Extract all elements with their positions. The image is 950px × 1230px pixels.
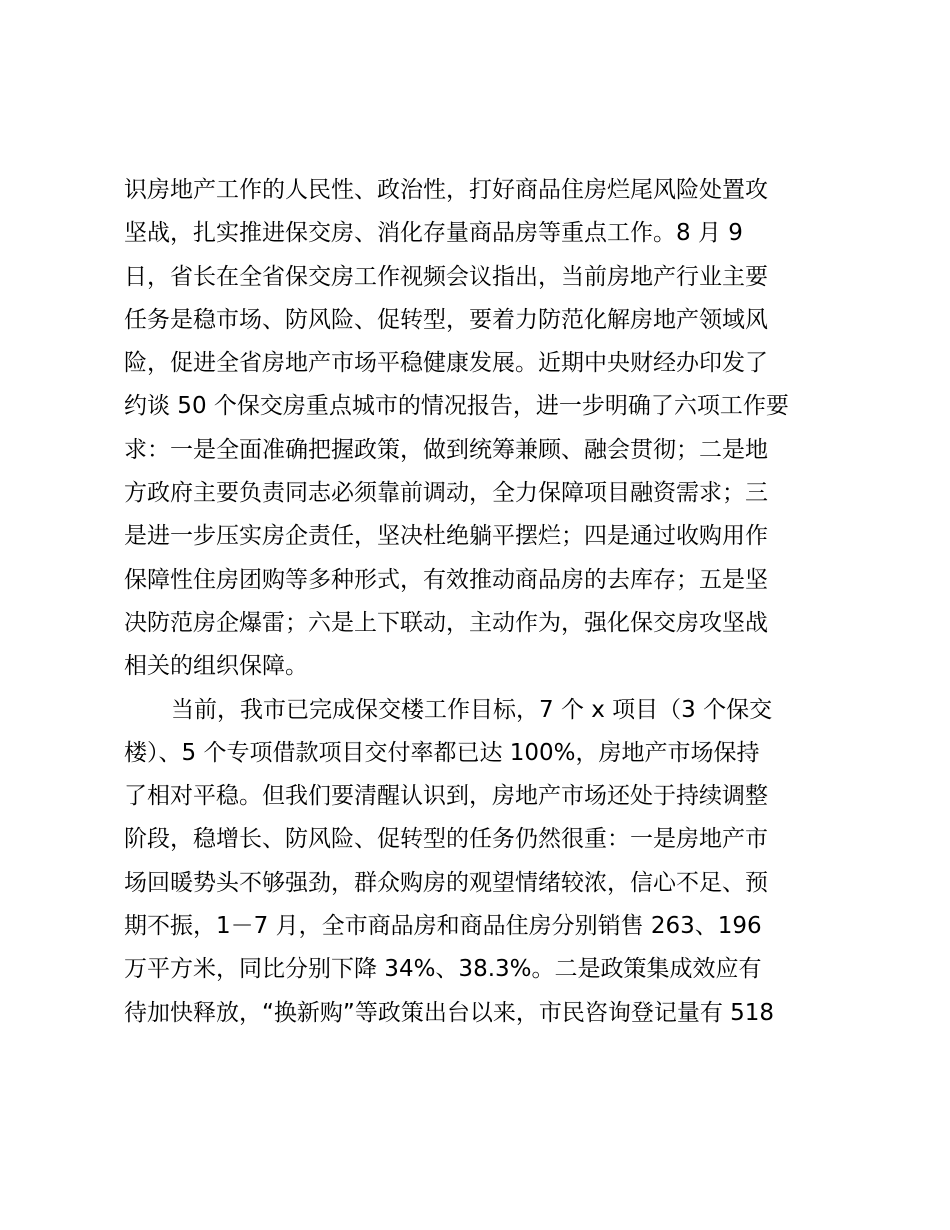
text-line: 保障性住房团购等多种形式，有效推动商品房的去库存；五是坚: [124, 566, 768, 593]
text-line: 万平方米，同比分别下降 34%、38.3%。二是政策集成效应有: [124, 956, 762, 983]
text-line: 求：一是全面准确把握政策，做到统筹兼顾、融会贯彻；二是地: [124, 436, 768, 463]
text-line: 方政府主要负责同志必须靠前调动，全力保障项目融资需求；三: [124, 480, 768, 507]
text-line: 约谈 50 个保交房重点城市的情况报告，进一步明确了六项工作要: [124, 393, 789, 420]
text-line: 场回暖势头不够强劲，群众购房的观望情绪较浓，信心不足、预: [124, 869, 768, 896]
body-text: [124, 169, 844, 1035]
text-line: 了相对平稳。但我们要清醒认识到，房地产市场还处于持续调整: [124, 783, 768, 810]
text-line: 待加快释放，“换新购”等政策出台以来，市民咨询登记量有 518: [124, 999, 775, 1026]
paragraph-start-line: 当前，我市已完成保交楼工作目标，7 个 x 项目（3 个保交: [171, 696, 773, 723]
text-line: 相关的组织保障。: [124, 653, 308, 680]
text-line: 日，省长在全省保交房工作视频会议指出，当前房地产行业主要: [124, 263, 768, 290]
text-line: 决防范房企爆雷；六是上下联动，主动作为，强化保交房攻坚战: [124, 609, 768, 636]
text-line: 楼）、5 个专项借款项目交付率都已达 100%，房地产市场保持: [124, 739, 760, 766]
text-line: 险，促进全省房地产市场平稳健康发展。近期中央财经办印发了: [124, 350, 768, 377]
text-line: 阶段，稳增长、防风险、促转型的任务仍然很重：一是房地产市: [124, 826, 768, 853]
text-line: 是进一步压实房企责任，坚决杜绝躺平摆烂；四是通过收购用作: [124, 523, 768, 550]
text-line: 识房地产工作的人民性、政治性，打好商品住房烂尾风险处置攻: [124, 177, 768, 203]
text-line: 任务是稳市场、防风险、促转型，要着力防范化解房地产领域风: [124, 306, 768, 333]
text-line: 期不振，1－7 月，全市商品房和商品住房分别销售 263、196: [124, 913, 762, 940]
text-line: 坚战，扎实推进保交房、消化存量商品房等重点工作。8 月 9: [124, 220, 743, 247]
